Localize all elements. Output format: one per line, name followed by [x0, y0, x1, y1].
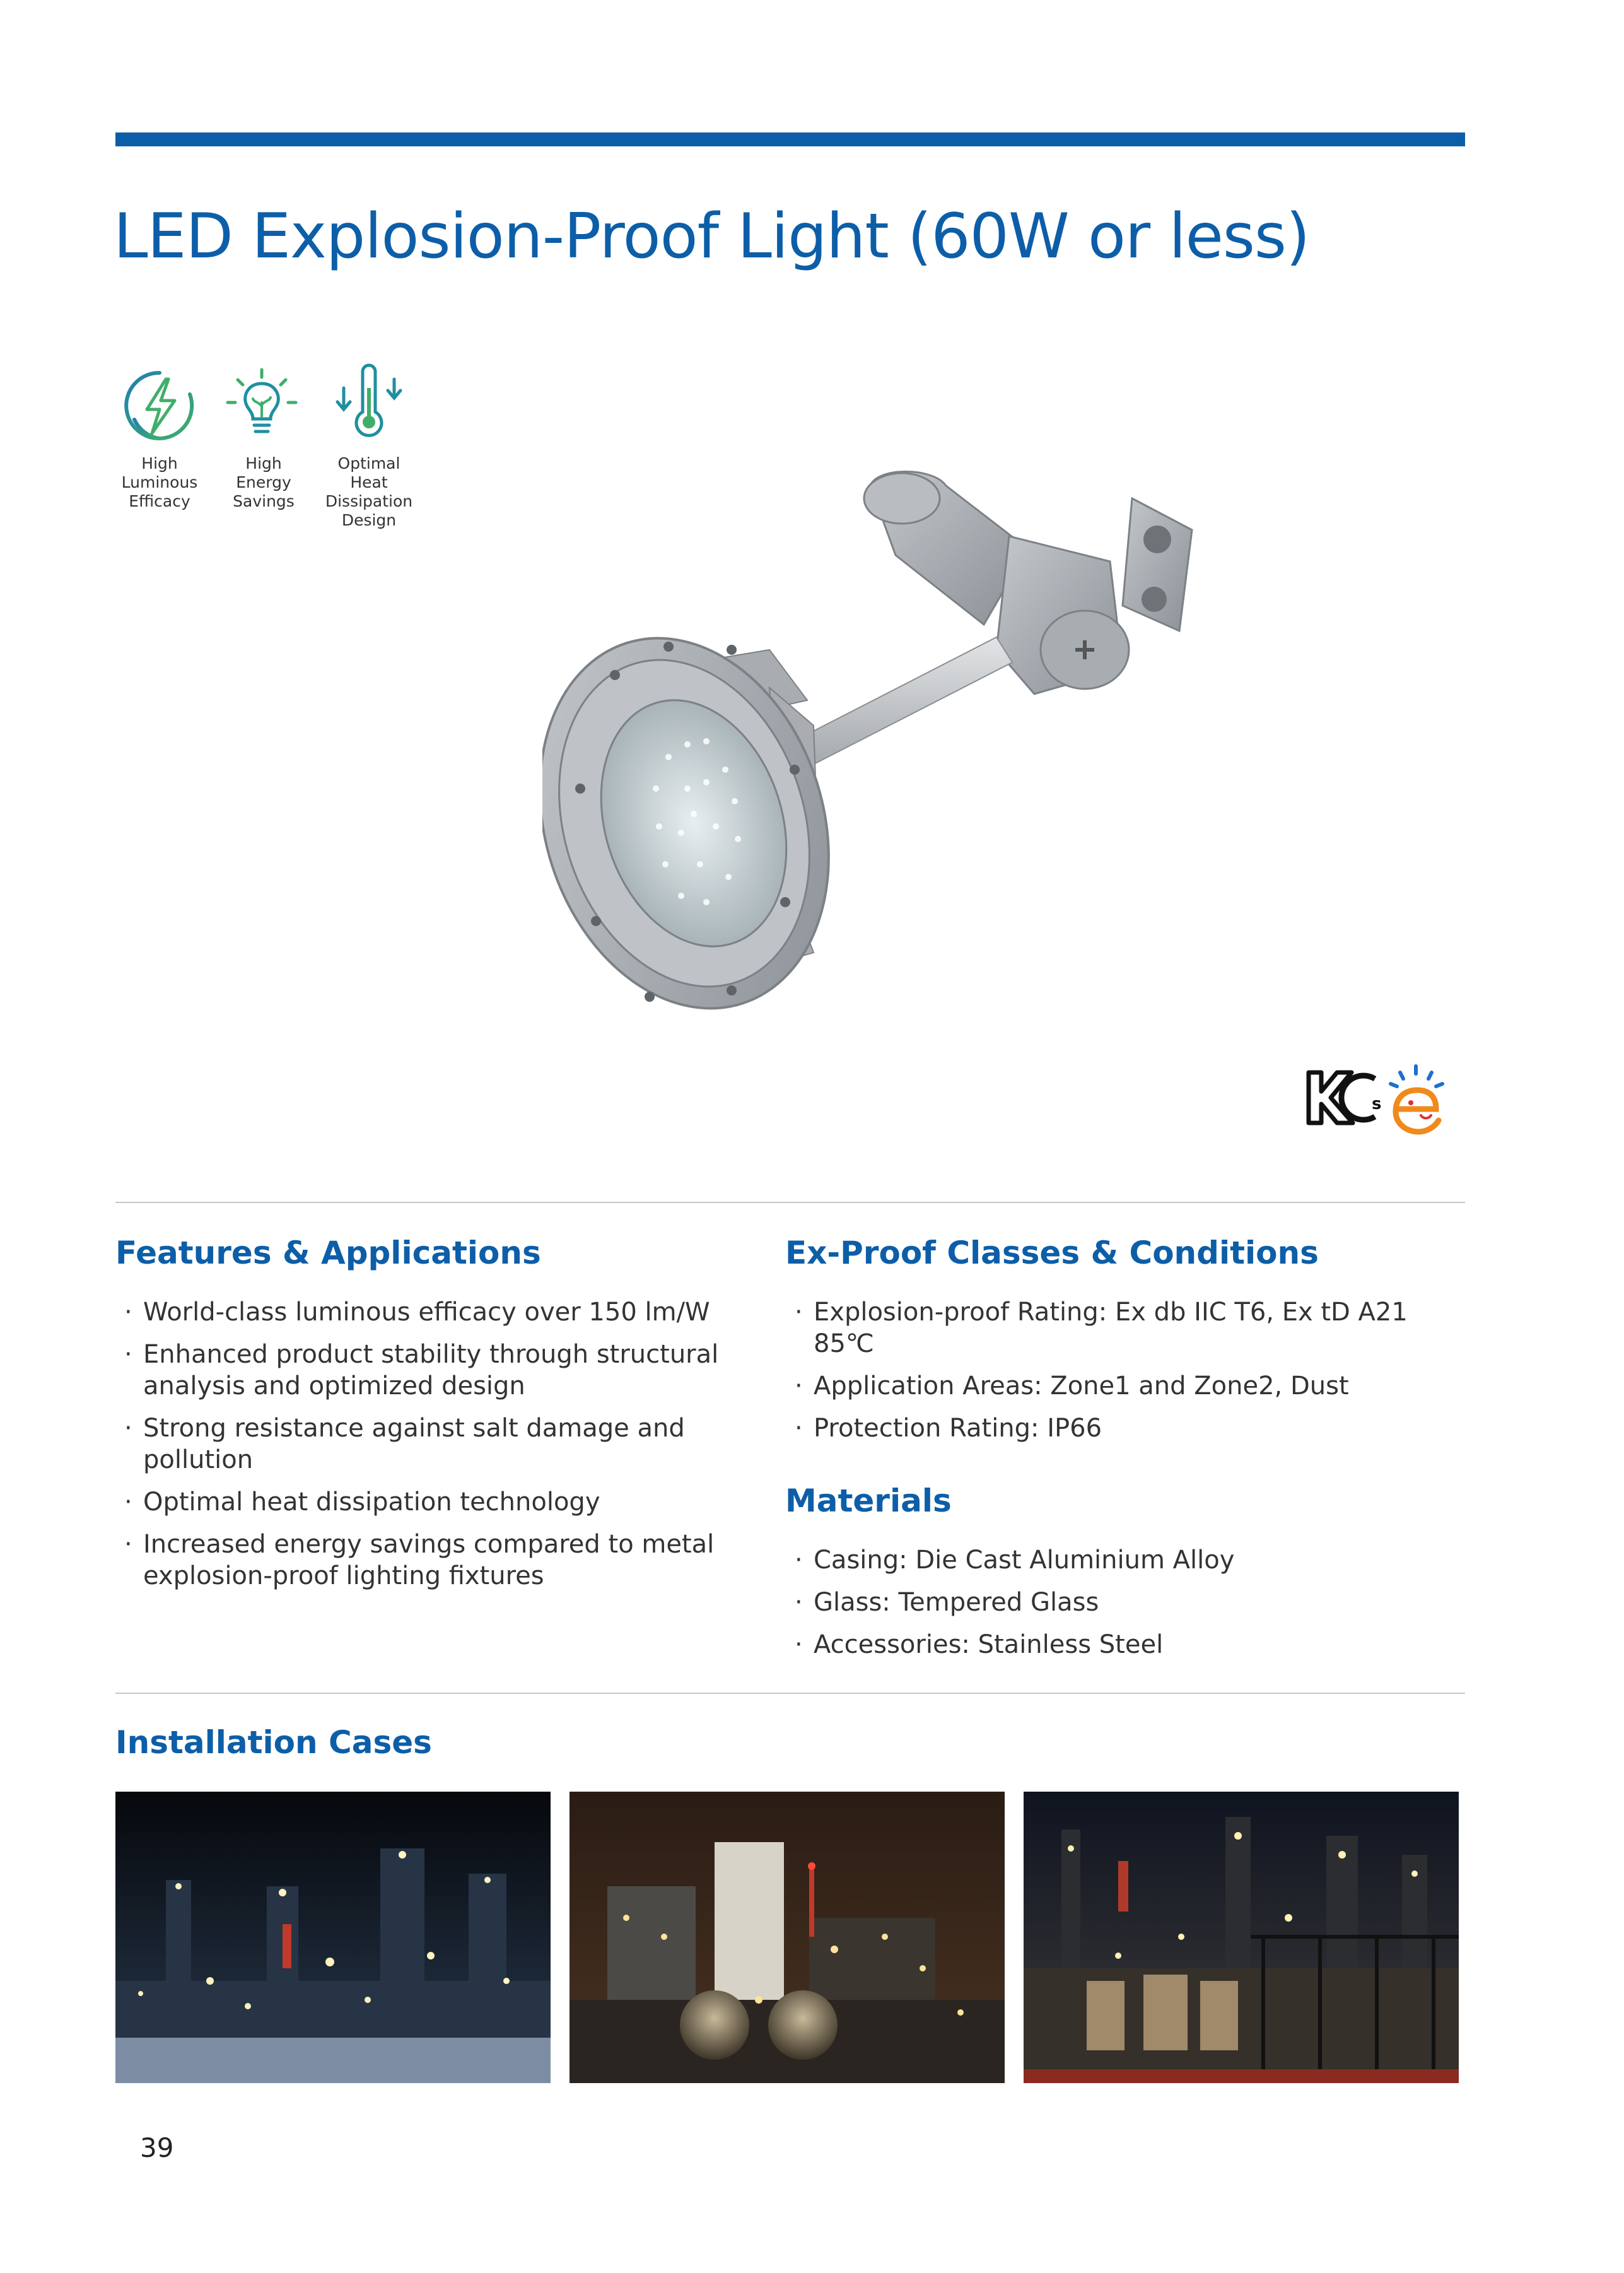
top-accent-bar — [115, 132, 1465, 146]
installation-photo — [115, 1792, 551, 2083]
list-item: · Glass: Tempered Glass — [795, 1587, 1463, 1618]
installation-photo — [570, 1792, 1005, 2083]
page-number: 39 — [140, 2132, 174, 2163]
ex-proof-list — [795, 1296, 1463, 1455]
svg-text:s: s — [1372, 1095, 1382, 1113]
kcs-mark-icon — [1309, 1072, 1381, 1123]
divider — [115, 1202, 1465, 1203]
feature-label-luminous: High Luminous Efficacy — [121, 454, 198, 510]
list-item: · Enhanced product stability through structural analysis and optimized design — [124, 1339, 786, 1402]
lightning-icon — [122, 368, 197, 443]
installation-photo — [1024, 1792, 1459, 2083]
page-title: LED Explosion-Proof Light (60W or less) — [114, 201, 1310, 273]
list-item: · Increased energy savings compared to metal explosion-proof lighting fixtures — [124, 1529, 786, 1592]
installation-cases-heading: Installation Cases — [115, 1724, 432, 1761]
list-item: · Application Areas: Zone1 and Zone2, Dust — [795, 1370, 1463, 1402]
feature-heat-dissipation — [331, 363, 407, 441]
features-applications-list — [124, 1296, 786, 1602]
feature-high-luminous-efficacy — [122, 368, 197, 446]
list-item: · Protection Rating: IP66 — [795, 1413, 1463, 1444]
thermometer-icon — [331, 363, 407, 438]
feature-label-energy: High Energy Savings — [233, 454, 295, 510]
list-item: · Casing: Die Cast Aluminium Alloy — [795, 1544, 1463, 1576]
product-image — [542, 461, 1299, 1060]
feature-label-heat: Optimal Heat Dissipation Design — [325, 454, 413, 529]
materials-list — [795, 1544, 1463, 1671]
divider — [115, 1693, 1465, 1694]
list-item: · Optimal heat dissipation technology — [124, 1486, 786, 1518]
list-item: · World-class luminous efficacy over 150 lm/W — [124, 1296, 786, 1328]
list-item: · Strong resistance against salt damage and pollution — [124, 1413, 786, 1476]
features-applications-heading: Features & Applications — [115, 1235, 541, 1271]
list-item: · Explosion-proof Rating: Ex db IIC T6, Ex tD A21 85℃ — [795, 1296, 1463, 1360]
list-item: · Accessories: Stainless Steel — [795, 1629, 1463, 1660]
e-mark-icon — [1391, 1066, 1442, 1132]
feature-high-energy-savings — [224, 366, 300, 444]
ex-proof-heading: Ex-Proof Classes & Conditions — [785, 1235, 1319, 1271]
materials-heading: Materials — [785, 1483, 952, 1519]
certification-marks — [1302, 1060, 1454, 1142]
lightbulb-icon — [224, 366, 300, 442]
